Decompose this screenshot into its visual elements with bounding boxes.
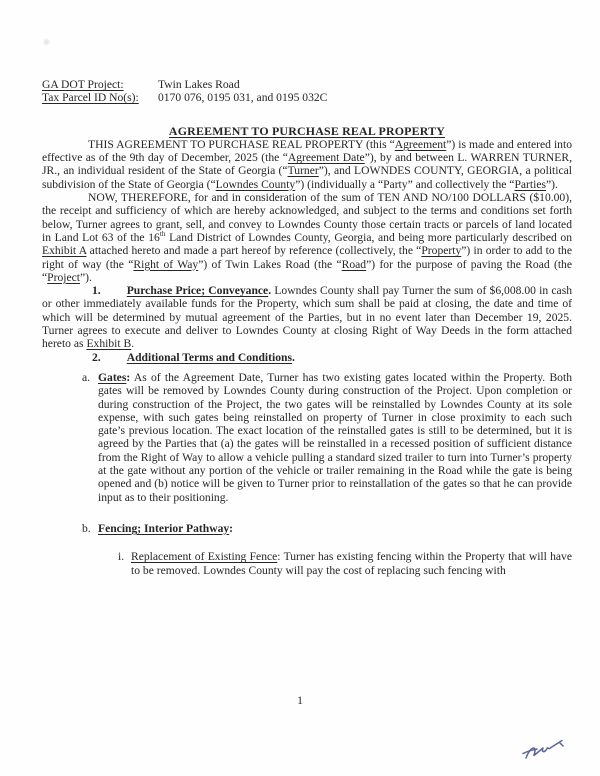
clause-a-text: Gates: As of the Agreement Date, Turner has two existing gates located within the Property. Both gates will be removed by Lowndes County during construction of the Project. Upon completion or during construction of the Project, the two gates will be reinstalled by Lowndes County at its sole expense, with such gates being reinstalled on property of Turner in close proximity to each such gate’s previous location. The exact location of the reinstalled gates is still to be determined, but it is agreed by the Parties that (a) the gates will be reinstalled in a recessed position of sufficient distance from the Right of Way to allow a vehicle pulling a standard sized trailer to turn into Turner’s property at the gate without any portion of the vehicle or trailer remaining in the Road while the gate is being opened and (b) notice will be given to Turner prior to reinstallation of the gates so that he can provide input as to their positioning.: [98, 370, 572, 504]
parcel-label: Tax Parcel ID No(s):: [42, 91, 139, 105]
project-label: GA DOT Project:: [42, 78, 124, 91]
header-row-project: [42, 78, 572, 91]
clause-b-i-marker: i.: [118, 550, 125, 564]
section-1-purchase-price: 1. Purchase Price; Conveyance. Lowndes County shall pay Turner the sum of $6,008.00 in cash or other immediately available funds for the Property, which sum shall be paid at closing, the date and time of which will be determined by mutual agreement of the Parties, but in no event later than December 19, 2025. Turner agrees to execute and deliver to Lowndes County at closing Right of Way Deeds in the form attached hereto as Exhibit B.: [42, 284, 573, 351]
document-title: AGREEMENT TO PURCHASE REAL PROPERTY: [168, 123, 446, 138]
header-row-parcel: [42, 91, 572, 104]
document-header: [42, 78, 572, 105]
recital-paragraph-2: NOW, THEREFORE, for and in consideration of the sum of TEN AND NO/100 DOLLARS ($10.00), the receipt and sufficiency of which are hereby acknowledged, and subject to the terms and conditions set forth below, Turner agrees to grant, sell, and convey to Lowndes County those certain tracts or parcels of land located in Land Lot 63 of the 16th Land District of Lowndes County, Georgia, and being more particularly described on Exhibit A attached hereto and made a part hereof by reference (collectively, the “Property”) in order to add to the right of way (the “Right of Way”) of Twin Lakes Road (the “Road”) for the purpose of paving the Road (the “Project”).: [42, 191, 573, 284]
clause-b-fencing: [42, 522, 572, 535]
recital-paragraph-1: THIS AGREEMENT TO PURCHASE REAL PROPERTY (this “Agreement”) is made and entered into effective as of the 9th day of December, 2025 (the “Agreement Date”), by and between L. WARREN TURNER, JR., an individual resident of the State of Georgia (“Turner”), and LOWNDES COUNTY, GEORGIA, a political subdivision of the State of Georgia (“Lowndes County”) (individually a “Party” and collectively the “Parties”).: [42, 137, 573, 191]
document-content: [42, 78, 572, 577]
clause-b-marker: b.: [82, 521, 91, 535]
clause-b-heading: Fencing; Interior Pathway:: [98, 521, 234, 535]
scan-smudge: [42, 38, 51, 46]
project-value: Twin Lakes Road: [158, 78, 240, 91]
clause-b-i-text: Replacement of Existing Fence: Turner has existing fencing within the Property that will have to be removed. Lowndes County will pay the cost of replacing such fencing with: [131, 550, 573, 577]
section-2-heading: 2. Additional Terms and Conditions.: [92, 350, 295, 364]
clause-b-i-fence-replacement: [42, 550, 572, 577]
handwritten-initials-icon: [520, 737, 576, 767]
parcel-value: 0170 076, 0195 031, and 0195 032C: [158, 91, 328, 105]
clause-a-gates: [42, 371, 572, 504]
clause-a-marker: a.: [82, 370, 91, 384]
page-number: 1: [297, 694, 303, 707]
